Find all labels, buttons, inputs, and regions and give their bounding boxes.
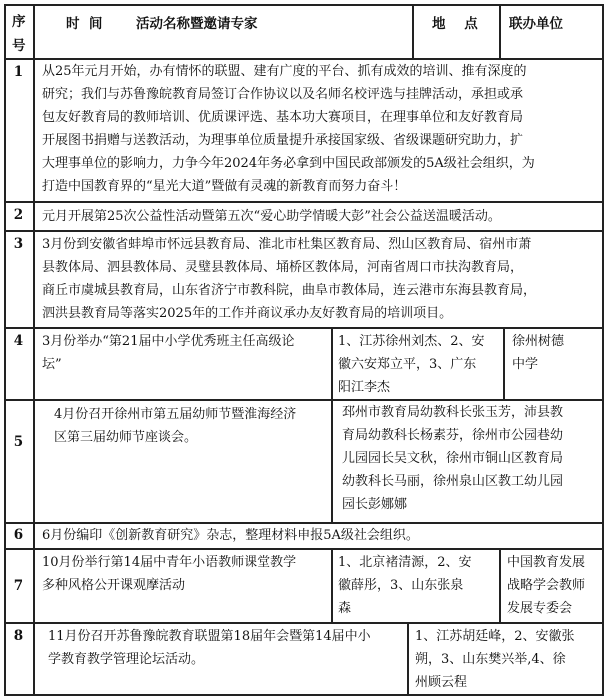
row7-partner-line: 战略学会教师 <box>507 578 586 593</box>
row-number: 7 <box>13 578 24 594</box>
col-divider-header-partner <box>499 4 501 58</box>
row-divider <box>4 327 604 329</box>
row5-expert-line: 园长彭娜娜 <box>342 497 408 512</box>
row7-expert-line: 徽薛彤，3、山东张泉 <box>338 578 464 593</box>
row4-activity-line: 3月份举办“第21届中小学优秀班主任高级论 <box>42 334 295 349</box>
row7-expert-line: 1、北京褚清源，2、安 <box>338 555 472 570</box>
col-divider-header-place <box>412 4 414 58</box>
row2-line: 元月开展第25次公益性活动暨第五次“爱心助学情暖大彭”社会公益送温暖活动。 <box>42 209 501 224</box>
row3-line: 商丘市虞城县教育局，山东省济宁市教科院，曲阜市教体局，连云港市东海县教育局， <box>42 283 537 298</box>
header-time: 时 间 <box>66 16 103 32</box>
row-divider <box>4 201 604 203</box>
row1-line: 打造中国教育界的“星光大道”暨做有灵魂的新教育而努力奋斗！ <box>42 179 407 194</box>
activity-schedule-table <box>4 4 604 696</box>
row3-line: 3月份到安徽省蚌埠市怀远县教育局、淮北市杜集区教育局、烈山区教育局、宿州市萧 <box>42 237 532 252</box>
col-divider-row4-experts <box>331 327 333 399</box>
row5-activity-line: 4月份召开徐州市第五届幼师节暨淮海经济 <box>54 407 297 422</box>
row4-expert-line: 阳江李杰 <box>338 380 391 395</box>
row5-expert-line: 儿园园长吴文秋，徐州市铜山区教育局 <box>342 451 564 466</box>
row-divider <box>4 230 604 232</box>
row-number: 1 <box>13 64 24 80</box>
row-number: 6 <box>13 527 24 543</box>
row5-expert-line: 育局幼教科长杨素芬，徐州市公园巷幼 <box>342 428 564 443</box>
row1-line: 大理事单位的影响力，力争今年2024年务必拿到中国民政部颁发的5A级社会组织，为 <box>42 156 535 171</box>
table-border-top <box>4 4 604 6</box>
col-divider-row4-partner <box>503 327 505 399</box>
row4-expert-line: 徽六安郑立平，3、广东 <box>338 357 477 372</box>
row1-line: 包友好教育局的教师培训、优质课评选、基本功大赛项目，在理事单位和友好教育局 <box>42 110 524 125</box>
table-border-right <box>602 4 604 696</box>
header-activity: 活动名称暨邀请专家 <box>136 16 258 32</box>
row8-expert-line: 1、江苏胡廷峰，2、安徽张 <box>415 629 575 644</box>
row8-activity-line: 11月份召开苏鲁豫皖教育联盟第18届年会暨第14届中小 <box>48 629 371 644</box>
col-divider-row8-experts <box>407 622 409 696</box>
row1-line: 研究；我们与苏鲁豫皖教育局签订合作协议以及名师名校评选与挂牌活动，承担或承 <box>42 87 524 102</box>
row8-expert-line: 朔，3、山东樊兴举,4、徐 <box>415 652 566 667</box>
row5-activity-line: 区第三届幼师节座谈会。 <box>54 430 198 445</box>
row7-activity-line: 多种风格公开课观摩活动 <box>42 578 186 593</box>
row4-partner-line: 中学 <box>512 357 539 372</box>
header-number-bottom: 号 <box>12 38 26 54</box>
header-partner: 联办单位 <box>509 16 563 32</box>
row4-activity-line: 坛” <box>42 357 62 372</box>
row-number: 8 <box>13 628 24 644</box>
col-divider-number <box>33 4 35 696</box>
row3-line: 泗洪县教育局等落实2025年的工作并商议承办友好教育局的培训项目。 <box>42 306 453 321</box>
row8-activity-line: 学教育教学管理论坛活动。 <box>48 652 205 667</box>
row4-expert-line: 1、江苏徐州刘杰、2、安 <box>338 334 485 349</box>
col-divider-row7-partner <box>499 548 501 622</box>
header-place: 地 点 <box>432 16 478 32</box>
row7-expert-line: 森 <box>338 601 352 616</box>
row7-partner-line: 中国教育发展 <box>507 555 586 570</box>
row-number: 4 <box>13 333 24 349</box>
row-number: 3 <box>13 236 24 252</box>
row3-line: 县教体局、泗县教体局、灵璧县教体局、埇桥区教体局，河南省周口市扶沟教育局， <box>42 260 524 275</box>
row-number: 2 <box>13 207 24 223</box>
row5-expert-line: 幼教科长马丽，徐州泉山区教工幼儿园 <box>342 474 564 489</box>
row4-partner-line: 徐州树德 <box>512 334 565 349</box>
row7-activity-line: 10月份举行第14届中青年小语教师课堂教学 <box>42 555 297 570</box>
col-divider-row5-experts <box>331 399 333 522</box>
row8-expert-line: 州顾云程 <box>415 675 468 690</box>
row-divider <box>4 548 604 550</box>
row-number: 5 <box>13 434 24 450</box>
row7-partner-line: 发展专委会 <box>507 601 573 616</box>
header-number-top: 序 <box>12 14 26 30</box>
row5-expert-line: 邳州市教育局幼教科长张玉芳，沛县教 <box>342 405 564 420</box>
table-border-bottom <box>4 694 604 696</box>
row1-line: 开展图书捐赠与送教活动，为理事单位质量提升承接国家级、省级课题研究助力，扩 <box>42 133 524 148</box>
row-divider <box>4 622 604 624</box>
col-divider-row7-experts <box>331 548 333 622</box>
row1-line: 从25年元月开始，办有情怀的联盟、建有广度的平台、抓有成效的培训、推有深度的 <box>42 64 527 79</box>
row6-line: 6月份编印《创新教育研究》杂志，整理材料申报5A级社会组织。 <box>42 528 419 543</box>
